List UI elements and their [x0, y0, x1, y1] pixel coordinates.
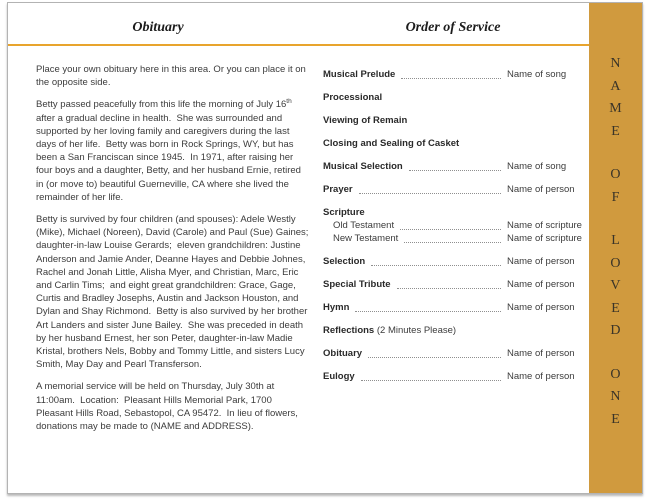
service-item	[323, 115, 585, 127]
service-item	[323, 92, 585, 104]
service-item-value: Name of person	[507, 184, 575, 195]
order-of-service-list	[323, 69, 585, 394]
sidebar-letter: O	[610, 255, 621, 271]
service-item-label: Scripture	[323, 207, 365, 218]
service-item	[323, 207, 585, 219]
service-item-value: Name of scripture	[507, 233, 582, 244]
sidebar-letter: O	[610, 366, 621, 382]
service-item-value: Name of scripture	[507, 220, 582, 231]
service-item	[323, 348, 585, 360]
service-item-value: Name of person	[507, 371, 575, 382]
dotted-leader	[404, 233, 501, 243]
service-item-value: Name of person	[507, 302, 575, 313]
sidebar-word	[609, 230, 621, 343]
sidebar-letter: A	[610, 78, 621, 94]
service-item-value: Name of person	[507, 348, 575, 359]
service-item-label: Musical Selection	[323, 161, 403, 172]
service-item-value: Name of person	[507, 279, 575, 290]
service-item-value: Name of song	[507, 69, 567, 80]
service-item-label: Selection	[323, 256, 366, 267]
service-item	[323, 233, 585, 245]
service-item-label: Eulogy	[323, 371, 355, 382]
sidebar-letter: N	[610, 56, 621, 71]
dotted-leader	[397, 279, 501, 289]
service-item-label: Prayer	[323, 184, 353, 195]
service-item-label: Viewing of Remain	[323, 115, 408, 126]
dotted-leader	[368, 348, 501, 358]
service-item-label: Processional	[323, 92, 383, 103]
sidebar-letter: M	[609, 101, 622, 116]
obituary-paragraph: Betty is survived by four children (and spouses): Adele Westly (Mike), Michael (Noreen), David (Carole) and Paul (Sue) Gaines; daughter-in-law Louise Gerards; eleven grandchildren: Justine Anderson and Jamie Ander, Deanne Hayes and Debbie Johnes, Rachel and Jonah Little, Alisha Myer, and Christian, Marc, Eric and Carlin Tims; and eight great grandchildren: Grace, Gage, Curtis and Bradley Josephs, Austin and Jackson Houston, and Dylan and Shay Richmond. Betty is also survived by her brother Art Landers and sister June Bailey. She was preceded in death by her husband Ernest, her son Peter, daughter-in-law Madie Kristal, brothers Nels, Bobby and Tommy Little, and sisters Lucy Smith, May Day and Pearl Transferson.	[36, 214, 314, 371]
sidebar-letter: F	[611, 189, 620, 205]
service-item	[323, 220, 585, 232]
service-item	[323, 256, 585, 268]
dotted-leader	[400, 220, 501, 230]
dotted-leader	[409, 161, 501, 171]
service-item-label: Reflections	[323, 325, 375, 336]
sidebar-letter: E	[611, 300, 620, 316]
sidebar-letter: N	[610, 389, 621, 404]
sidebar-word	[609, 164, 621, 209]
service-item	[323, 161, 585, 173]
obituary-paragraph: Betty passed peacefully from this life the morning of July 16th after a gradual decline in health. She was surrounded and supported by her loving family and caregivers during the last days of her life. Betty was born in Rock Springs, WY, but has been a San Franciscan since 1945. In 1971, after raising her four boys and a daughter, Betty, and her husband Ernie, retired in (or move to) beautiful Guerneville, CA where she lived the remainder of her life.	[36, 98, 304, 203]
service-item	[323, 138, 585, 150]
dotted-leader	[355, 302, 501, 312]
service-item-label: New Testament	[333, 233, 399, 244]
service-item	[323, 69, 585, 81]
dotted-leader	[361, 371, 501, 381]
program-page	[7, 2, 643, 494]
obituary-column-title: Obituary	[132, 20, 184, 35]
sidebar-letter: E	[611, 123, 620, 139]
obituary-text	[36, 63, 314, 442]
order-of-service-column-title: Order of Service	[405, 20, 501, 35]
sidebar-letter: E	[611, 411, 620, 427]
sidebar-letter: L	[611, 233, 620, 248]
service-item-value: Name of song	[507, 161, 567, 172]
service-item	[323, 302, 585, 314]
obituary-paragraph: Place your own obituary here in this area. Or you can place it on the opposite side.	[36, 64, 309, 89]
sidebar-word	[609, 53, 621, 143]
service-item	[323, 371, 585, 383]
service-item-label: Obituary	[323, 348, 363, 359]
service-item-label: Special Tribute	[323, 279, 391, 290]
sidebar-word	[609, 364, 621, 432]
service-item-label: Hymn	[323, 302, 350, 313]
dotted-leader	[359, 184, 501, 194]
service-item-label: Closing and Sealing of Casket	[323, 138, 460, 149]
sidebar-vertical-text	[609, 53, 621, 452]
service-item	[323, 184, 585, 196]
sidebar-letter: O	[610, 167, 621, 182]
service-item	[323, 325, 585, 337]
dotted-leader	[401, 69, 501, 79]
service-item-label: Musical Prelude	[323, 69, 396, 80]
service-item	[323, 279, 585, 291]
service-item-note: (2 Minutes Please)	[374, 325, 457, 336]
service-item-label: Old Testament	[333, 220, 395, 231]
name-of-loved-one-sidebar	[589, 3, 642, 493]
dotted-leader	[371, 256, 501, 266]
sidebar-letter: V	[610, 278, 621, 293]
header-divider-rule	[8, 44, 591, 46]
service-item-value: Name of person	[507, 256, 575, 267]
sidebar-letter: D	[610, 323, 621, 338]
obituary-paragraph: A memorial service will be held on Thursday, July 30th at 11:00am. Location: Pleasant Hills Memorial Park, 1700 Pleasant Hills Road, Sebastopol, CA 95472. In lieu of flowers, donations may be made to (NAME and ADDRESS).	[36, 381, 301, 433]
